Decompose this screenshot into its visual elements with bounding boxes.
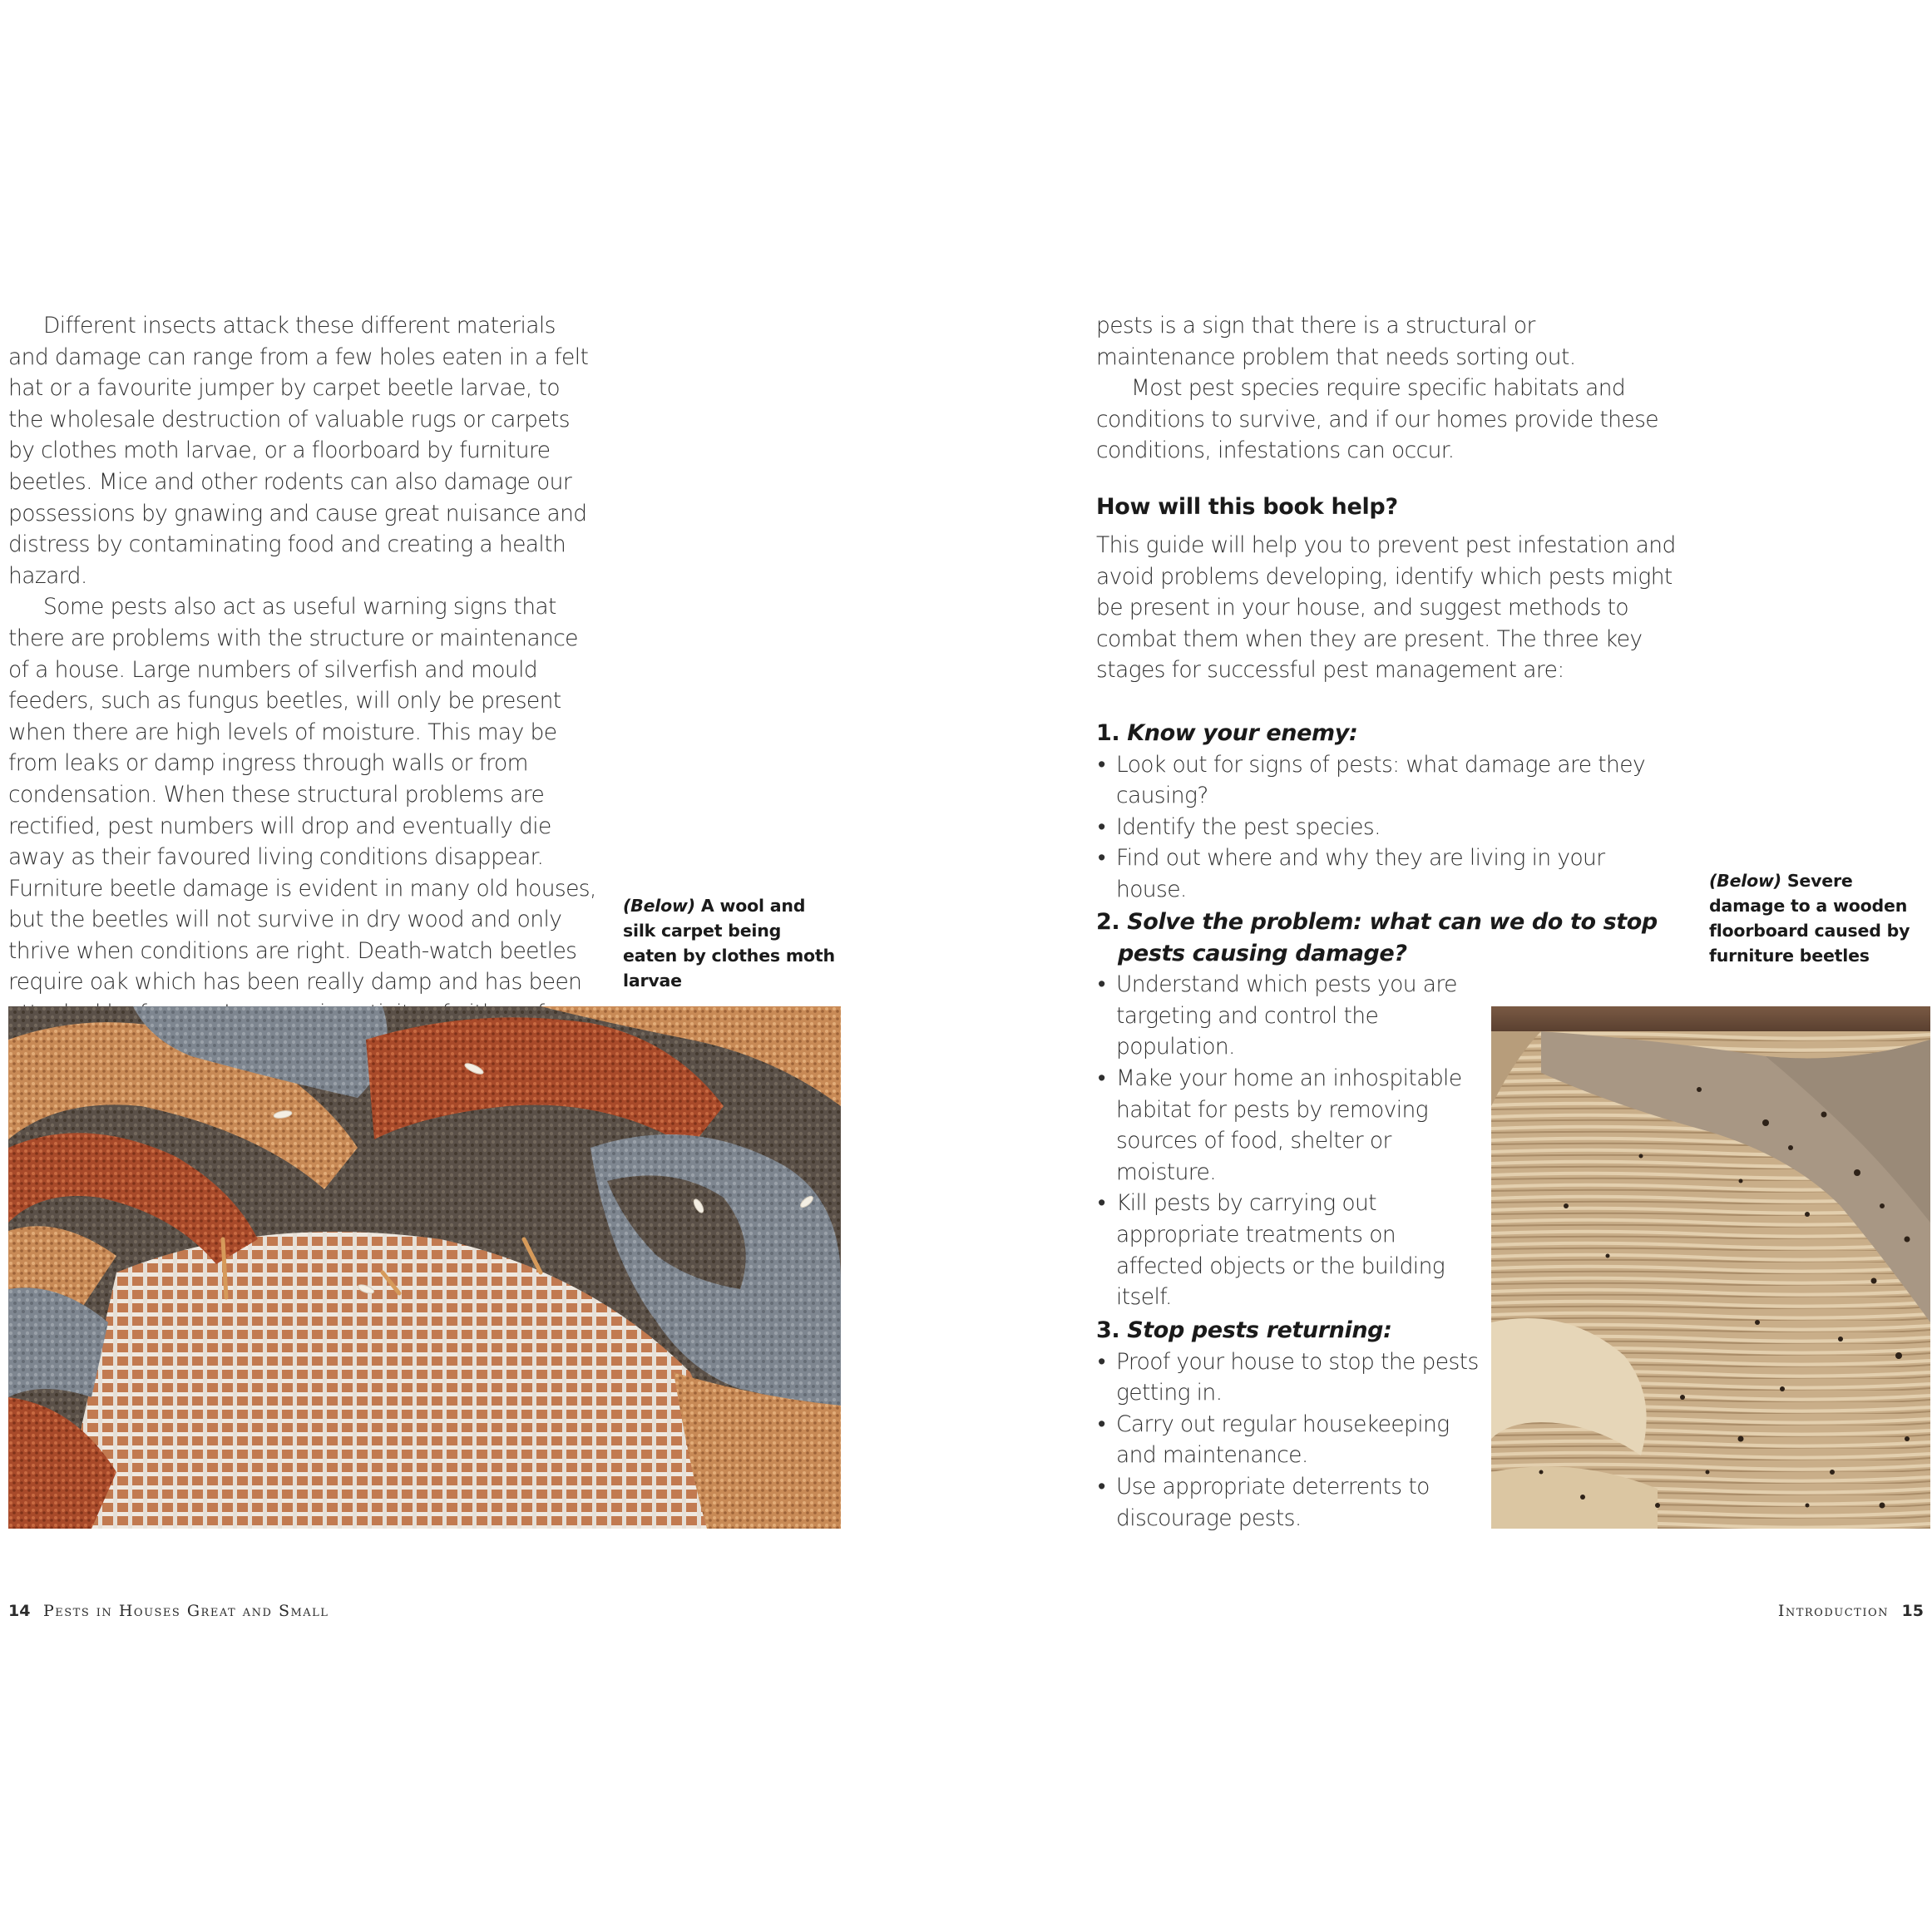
wood-caption-text: Severe damage to a wooden floorboard caused by furniture beetles <box>1709 871 1910 966</box>
step-1-number: 1. <box>1096 720 1120 746</box>
step-2-title <box>1096 907 1700 969</box>
step-1-list <box>1096 749 1678 906</box>
carpet-photo <box>8 1006 841 1529</box>
step-3-list <box>1096 1346 1479 1534</box>
step-2-number: 2. <box>1096 909 1120 935</box>
step-1-title <box>1096 718 1678 749</box>
step-1-heading: Know your enemy: <box>1119 720 1358 746</box>
right-paragraph-2: Most pest species require specific habitats and conditions to survive, and if our homes provide these conditions, infestations can occur. <box>1096 375 1658 464</box>
left-body-text <box>8 310 600 1060</box>
section-heading: How will this book help? <box>1096 494 1398 520</box>
left-running-title: Pests in Houses Great and Small <box>43 1602 329 1620</box>
right-running-title: Introduction <box>1777 1602 1889 1620</box>
left-paragraph-1: Different insects attack these different materials and damage can range from a few holes eaten in a felt hat or a favourite jumper by carpet beetle larvae, to the wholesale destruction of valuable rugs or carpets by clothes moth larvae, or a floorboard by furniture beetles. Mice and other rodents can also damage our possessions by gnawing and cause great nuisance and distress by contaminating food and creating a health hazard. <box>8 313 589 589</box>
right-folio <box>1778 1602 1924 1620</box>
intro-paragraph: This guide will help you to prevent pest infestation and avoid problems developing, identify which pests might be present in your house, and suggest methods to combat them when they are present. The three key stages for successful pest management are: <box>1096 532 1676 684</box>
carpet-caption-text: A wool and silk carpet being eaten by clothes moth larvae <box>623 896 835 991</box>
right-continuation: pests is a sign that there is a structural or maintenance problem that needs sorting out. <box>1096 313 1576 370</box>
list-item: • Kill pests by carrying out appropriate treatments on affected objects or the building itself. <box>1096 1188 1479 1312</box>
step-3 <box>1096 1315 1479 1534</box>
step-2-heading: Solve the problem: what can we do to stop pests causing damage? <box>1118 909 1658 966</box>
wood-caption <box>1709 868 1925 968</box>
right-page-number: 15 <box>1901 1602 1924 1620</box>
list-item: • Look out for signs of pests: what damage are they causing? <box>1096 749 1678 812</box>
right-top-text <box>1096 310 1678 467</box>
list-item: • Use appropriate deterrents to discourage pests. <box>1096 1471 1479 1534</box>
section-intro <box>1096 530 1678 686</box>
step-3-number: 3. <box>1096 1317 1120 1343</box>
step-2-list <box>1096 969 1479 1313</box>
list-item: • Make your home an inhospitable habitat for pests by removing sources of food, shelter or moisture. <box>1096 1063 1479 1188</box>
left-folio <box>8 1602 329 1620</box>
step-3-heading: Stop pests returning: <box>1119 1317 1392 1343</box>
list-item: • Carry out regular housekeeping and maintenance. <box>1096 1409 1479 1471</box>
list-item: • Find out where and why they are living in your house. <box>1096 842 1678 905</box>
step-3-title <box>1096 1315 1479 1346</box>
list-item: • Understand which pests you are targeting and control the population. <box>1096 969 1479 1063</box>
wood-caption-lead: (Below) <box>1709 871 1781 891</box>
floorboard-photo <box>1491 1006 1930 1529</box>
step-1 <box>1096 718 1678 906</box>
left-paragraph-2: Some pests also act as useful warning signs that there are problems with the structure or maintenance of a house. Large numbers of silverfish and mould feeders, such as fungus beetles, will only be present when there are high levels of moisture. This may be from leaks or damp ingress through walls or from condensation. When these structural problems are rectified, pest numbers will drop and eventually die away as their favoured living conditions disappear. Furniture beetle damage is evident in many old houses, but the beetles will not survive in dry wood and only thrive when conditions are right. Death-watch beetles require oak which has been really damp and has been <box>8 594 596 996</box>
list-item: • Identify the pest species. <box>1096 812 1678 843</box>
list-item: • Proof your house to stop the pests getting in. <box>1096 1346 1479 1409</box>
carpet-caption <box>623 893 841 993</box>
left-page-number: 14 <box>8 1602 31 1620</box>
floorboard-photo-image <box>1491 1006 1930 1529</box>
carpet-photo-image <box>8 1006 841 1529</box>
carpet-caption-lead: (Below) <box>623 896 695 916</box>
